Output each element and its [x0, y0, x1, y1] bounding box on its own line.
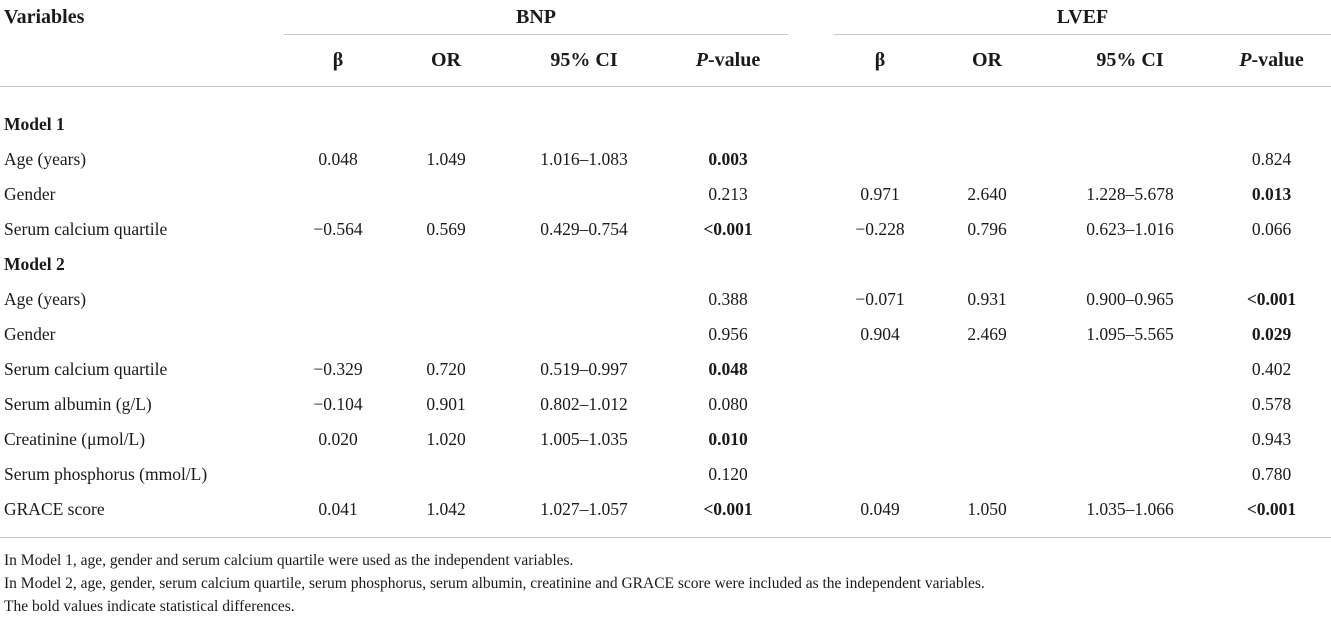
lvef-ci-cell: 0.900–0.965 [1086, 289, 1174, 309]
lvef-or-cell: 2.640 [967, 184, 1007, 204]
lvef-ci-cell [1048, 387, 1212, 422]
lvef-or-cell [926, 142, 1048, 177]
footnote-bold: The bold values indicate statistical differences. [4, 598, 295, 615]
row-label: Gender [4, 184, 56, 204]
lvef-ci-cell: 1.228–5.678 [1086, 184, 1174, 204]
bnp-ci-cell [500, 317, 668, 352]
model1-rows [0, 142, 1331, 247]
model2-section-row [0, 247, 1331, 282]
lvef-p-cell: 0.013 [1251, 184, 1292, 204]
lvef-group-header: LVEF [1056, 5, 1109, 28]
bnp-p-cell: 0.388 [708, 289, 748, 309]
bnp-or-cell [392, 177, 500, 212]
lvef-p-cell: <0.001 [1246, 289, 1297, 309]
lvef-p-cell: 0.943 [1251, 429, 1292, 449]
row-label: Age (years) [4, 289, 87, 309]
bnp-beta-cell [284, 177, 392, 212]
lvef-beta-cell [834, 352, 926, 387]
lvef-beta-cell: 0.904 [860, 324, 900, 344]
bnp-p-cell: 0.003 [708, 149, 748, 169]
bnp-beta-cell [284, 457, 392, 492]
bnp-beta-cell: −0.104 [313, 394, 363, 414]
bnp-beta-cell [284, 317, 392, 352]
bnp-or-cell: 1.042 [426, 499, 466, 519]
lvef-beta-cell [834, 387, 926, 422]
bnp-or-cell: 0.901 [426, 394, 466, 414]
lvef-ci-cell [1048, 422, 1212, 457]
row-label: Serum calcium quartile [4, 219, 168, 239]
bnp-ci-cell [500, 457, 668, 492]
lvef-p-cell: 0.578 [1251, 394, 1292, 414]
lvef-p-cell: 0.402 [1251, 359, 1292, 379]
lvef-or-cell: 1.050 [967, 499, 1007, 519]
bnp-ci-header: 95% CI [500, 35, 668, 87]
lvef-or-cell: 0.931 [967, 289, 1007, 309]
table-row [0, 457, 1331, 492]
bnp-p-cell: 0.010 [708, 429, 748, 449]
bnp-p-cell: <0.001 [703, 219, 753, 239]
lvef-ci-cell [1048, 457, 1212, 492]
bnp-beta-cell: 0.020 [318, 429, 358, 449]
table-row [0, 142, 1331, 177]
lvef-beta-cell: 0.971 [860, 184, 900, 204]
row-label: Serum calcium quartile [4, 359, 168, 379]
row-label: Serum albumin (g/L) [4, 394, 152, 414]
bnp-beta-cell [284, 282, 392, 317]
lvef-p-cell: 0.029 [1251, 324, 1292, 344]
model1-section-row [0, 107, 1331, 142]
bnp-p-cell: 0.048 [708, 359, 748, 379]
table-row [0, 352, 1331, 387]
bnp-or-cell: 0.569 [426, 219, 466, 239]
bnp-p-cell: 0.080 [708, 394, 748, 414]
bnp-beta-cell: 0.048 [318, 149, 358, 169]
lvef-or-cell: 2.469 [967, 324, 1007, 344]
bnp-p-cell: 0.213 [708, 184, 748, 204]
row-label: Serum phosphorus (mmol/L) [4, 464, 208, 484]
lvef-beta-cell [834, 422, 926, 457]
lvef-or-cell: 0.796 [967, 219, 1007, 239]
bnp-ci-cell: 1.005–1.035 [540, 429, 628, 449]
lvef-p-cell: <0.001 [1246, 499, 1297, 519]
lvef-or-header: OR [926, 35, 1048, 87]
footnote-model2: In Model 2, age, gender, serum calcium quartile, serum phosphorus, serum albumin, creatinine and GRACE score were included as the independent variables. [4, 575, 985, 592]
bnp-p-cell: 0.120 [708, 464, 748, 484]
bnp-p-header: P-value [668, 35, 788, 87]
row-label: Age (years) [4, 149, 87, 169]
lvef-p-cell: 0.066 [1251, 219, 1292, 239]
lvef-beta-cell [834, 142, 926, 177]
table-row [0, 317, 1331, 352]
model2-rows [0, 282, 1331, 527]
bnp-or-header: OR [392, 35, 500, 87]
table-row [0, 492, 1331, 527]
lvef-p-cell: 0.780 [1251, 464, 1292, 484]
bnp-p-cell: 0.956 [708, 324, 748, 344]
lvef-ci-cell: 0.623–1.016 [1086, 219, 1174, 239]
header-row-columns [0, 35, 1331, 87]
lvef-ci-cell [1048, 142, 1212, 177]
bnp-or-cell [392, 457, 500, 492]
bnp-beta-cell: 0.041 [318, 499, 358, 519]
bnp-beta-cell: −0.329 [313, 359, 363, 379]
bnp-or-cell [392, 317, 500, 352]
table-row [0, 282, 1331, 317]
bnp-or-cell [392, 282, 500, 317]
lvef-beta-cell [834, 457, 926, 492]
lvef-ci-header: 95% CI [1048, 35, 1212, 87]
table-row [0, 422, 1331, 457]
table-row [0, 177, 1331, 212]
bnp-ci-cell: 1.027–1.057 [540, 499, 628, 519]
bnp-or-cell: 0.720 [426, 359, 466, 379]
lvef-or-cell [926, 422, 1048, 457]
row-label: Gender [4, 324, 56, 344]
lvef-ci-cell: 1.035–1.066 [1086, 499, 1174, 519]
lvef-beta-cell: −0.228 [855, 219, 905, 239]
lvef-p-header: P-value [1212, 35, 1331, 87]
bnp-ci-cell [500, 177, 668, 212]
bnp-ci-cell [500, 282, 668, 317]
lvef-ci-cell [1048, 352, 1212, 387]
lvef-ci-cell: 1.095–5.565 [1086, 324, 1174, 344]
table-row [0, 387, 1331, 422]
footnote-model1: In Model 1, age, gender and serum calcium quartile were used as the independent variables. [4, 552, 574, 569]
bnp-group-header: BNP [516, 5, 556, 28]
lvef-beta-cell: 0.049 [860, 499, 900, 519]
row-label: GRACE score [4, 499, 105, 519]
variables-header: Variables [4, 5, 85, 28]
lvef-or-cell [926, 352, 1048, 387]
table-row [0, 212, 1331, 247]
bnp-beta-header: β [284, 35, 392, 87]
lvef-or-cell [926, 457, 1048, 492]
model1-title: Model 1 [4, 114, 65, 134]
lvef-p-cell: 0.824 [1251, 149, 1292, 169]
bnp-beta-cell: −0.564 [313, 219, 363, 239]
row-label: Creatinine (μmol/L) [4, 429, 146, 449]
bnp-or-cell: 1.020 [426, 429, 466, 449]
bnp-ci-cell: 0.429–0.754 [540, 219, 628, 239]
bnp-ci-cell: 0.802–1.012 [540, 394, 628, 414]
model2-title: Model 2 [4, 254, 65, 274]
header-row-groups [0, 0, 1331, 35]
bnp-ci-cell: 1.016–1.083 [540, 149, 628, 169]
bnp-or-cell: 1.049 [426, 149, 466, 169]
bnp-p-cell: <0.001 [703, 499, 753, 519]
lvef-beta-header: β [834, 35, 926, 87]
lvef-beta-cell: −0.071 [855, 289, 905, 309]
bnp-ci-cell: 0.519–0.997 [540, 359, 628, 379]
footnotes [4, 549, 985, 618]
lvef-or-cell [926, 387, 1048, 422]
